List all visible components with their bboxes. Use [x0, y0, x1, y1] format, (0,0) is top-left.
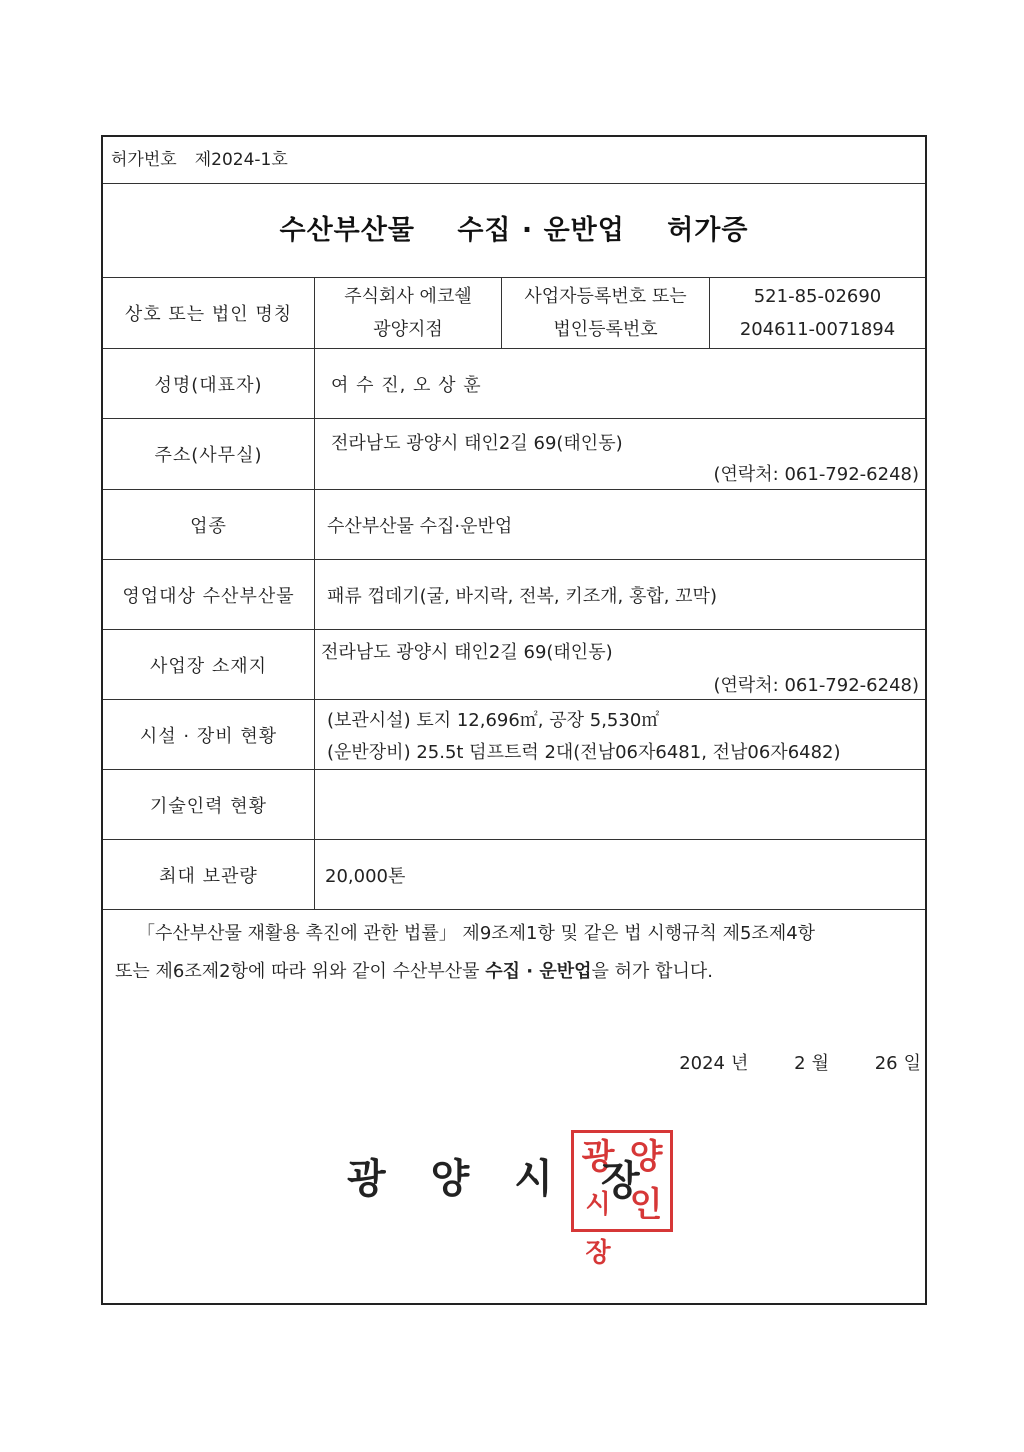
transport-equipment: (운반장비) 25.5t 덤프트럭 2대(전남06자6481, 전남06자6482)	[327, 742, 841, 763]
permit-number-label: 허가번호	[111, 150, 177, 170]
business-site-address: 전라남도 광양시 태인2길 69(태인동)	[321, 642, 613, 663]
seal-char-4: 인	[629, 1185, 663, 1225]
representative-label: 성명(대표자)	[103, 349, 315, 418]
title-part-3: 허가증	[667, 215, 749, 246]
corporate-registration-number: 204611-0071894	[739, 319, 896, 340]
issuer-char-2: 양	[430, 1156, 471, 1202]
row-max-storage	[103, 840, 925, 910]
business-site-cell	[315, 630, 925, 699]
target-byproducts-label: 영업대상 수산부산물	[103, 560, 315, 629]
statement-line-2-bold: 수집 · 운반업	[485, 961, 592, 982]
permit-number-row	[103, 137, 925, 184]
technical-staff-label: 기술인력 현황	[103, 770, 315, 839]
representative-value-cell	[315, 349, 925, 418]
facility-equipment-label: 시설 · 장비 현황	[103, 700, 315, 769]
row-target-byproducts	[103, 560, 925, 630]
representative-value: 여 수 진, 오 상 훈	[331, 375, 482, 396]
registration-label	[502, 278, 710, 348]
office-contact: (연락처: 061-792-6248)	[713, 464, 919, 485]
statement-line-2-post: 을 허가 합니다.	[591, 961, 714, 982]
max-storage-label: 최대 보관량	[103, 840, 315, 909]
seal-char-3: 시장	[585, 1190, 611, 1268]
office-address-label: 주소(사무실)	[103, 419, 315, 489]
office-address: 전라남도 광양시 태인2길 69(태인동)	[331, 433, 623, 454]
business-type-value: 수산부산물 수집·운반업	[327, 516, 513, 537]
issuer-char-3: 시	[514, 1156, 554, 1202]
date-day: 26	[874, 1053, 898, 1074]
office-address-cell	[315, 419, 925, 489]
seal-char-2: 양	[629, 1137, 663, 1177]
document-title	[103, 184, 925, 278]
facility-equipment-cell	[315, 700, 925, 769]
date-year: 2024	[679, 1053, 725, 1074]
technical-staff-cell	[315, 770, 925, 839]
row-facility-equipment	[103, 700, 925, 770]
permit-statement	[115, 915, 920, 991]
issuer-char-1: 광	[347, 1156, 387, 1202]
registration-label-line1: 사업자등록번호 또는	[524, 286, 687, 307]
date-month-unit: 월	[811, 1053, 829, 1074]
row-technical-staff	[103, 770, 925, 840]
date-day-unit: 일	[903, 1053, 921, 1074]
issuer-char-4: 장	[601, 1158, 640, 1204]
row-business-site	[103, 630, 925, 700]
issue-date	[673, 1049, 921, 1075]
company-name-line2: 광양지점	[373, 319, 443, 340]
business-site-contact: (연락처: 061-792-6248)	[713, 675, 919, 696]
row-company	[103, 278, 925, 349]
statement-line-2-pre: 또는 제6조제2항에 따라 위와 같이 수산부산물	[115, 961, 486, 982]
business-type-label: 업종	[103, 490, 315, 559]
date-year-unit: 년	[731, 1053, 749, 1074]
company-name-line1: 주식회사 에코쉘	[344, 286, 472, 307]
company-label: 상호 또는 법인 명칭	[103, 278, 315, 348]
issuer-name	[347, 1147, 598, 1204]
business-site-label: 사업장 소재지	[103, 630, 315, 699]
registration-label-line2: 법인등록번호	[553, 319, 658, 340]
permit-number-value: 제2024-1호	[194, 150, 288, 170]
business-type-cell	[315, 490, 925, 559]
permit-document	[101, 135, 927, 1305]
row-representative	[103, 349, 925, 419]
target-byproducts-cell	[315, 560, 925, 629]
statement-line-1: 「수산부산물 재활용 촉진에 관한 법률」 제9조제1항 및 같은 법 시행규칙 제5조제4항	[137, 923, 816, 944]
seal-char-1: 광	[581, 1137, 615, 1177]
registration-numbers	[710, 278, 925, 348]
title-part-2: 수집 · 운반업	[457, 215, 625, 246]
title-part-1: 수산부산물	[279, 215, 415, 246]
storage-facility: (보관시설) 토지 12,696㎡, 공장 5,530㎡	[327, 710, 660, 731]
max-storage-value: 20,000톤	[325, 866, 406, 887]
business-registration-number: 521-85-02690	[753, 286, 882, 307]
statement-line-2	[115, 953, 920, 991]
max-storage-cell	[315, 840, 925, 909]
company-name	[315, 278, 502, 348]
row-business-type	[103, 490, 925, 560]
row-office-address	[103, 419, 925, 490]
date-month: 2	[794, 1053, 806, 1074]
target-byproducts-value: 패류 껍데기(굴, 바지락, 전복, 키조개, 홍합, 꼬막)	[327, 586, 717, 607]
